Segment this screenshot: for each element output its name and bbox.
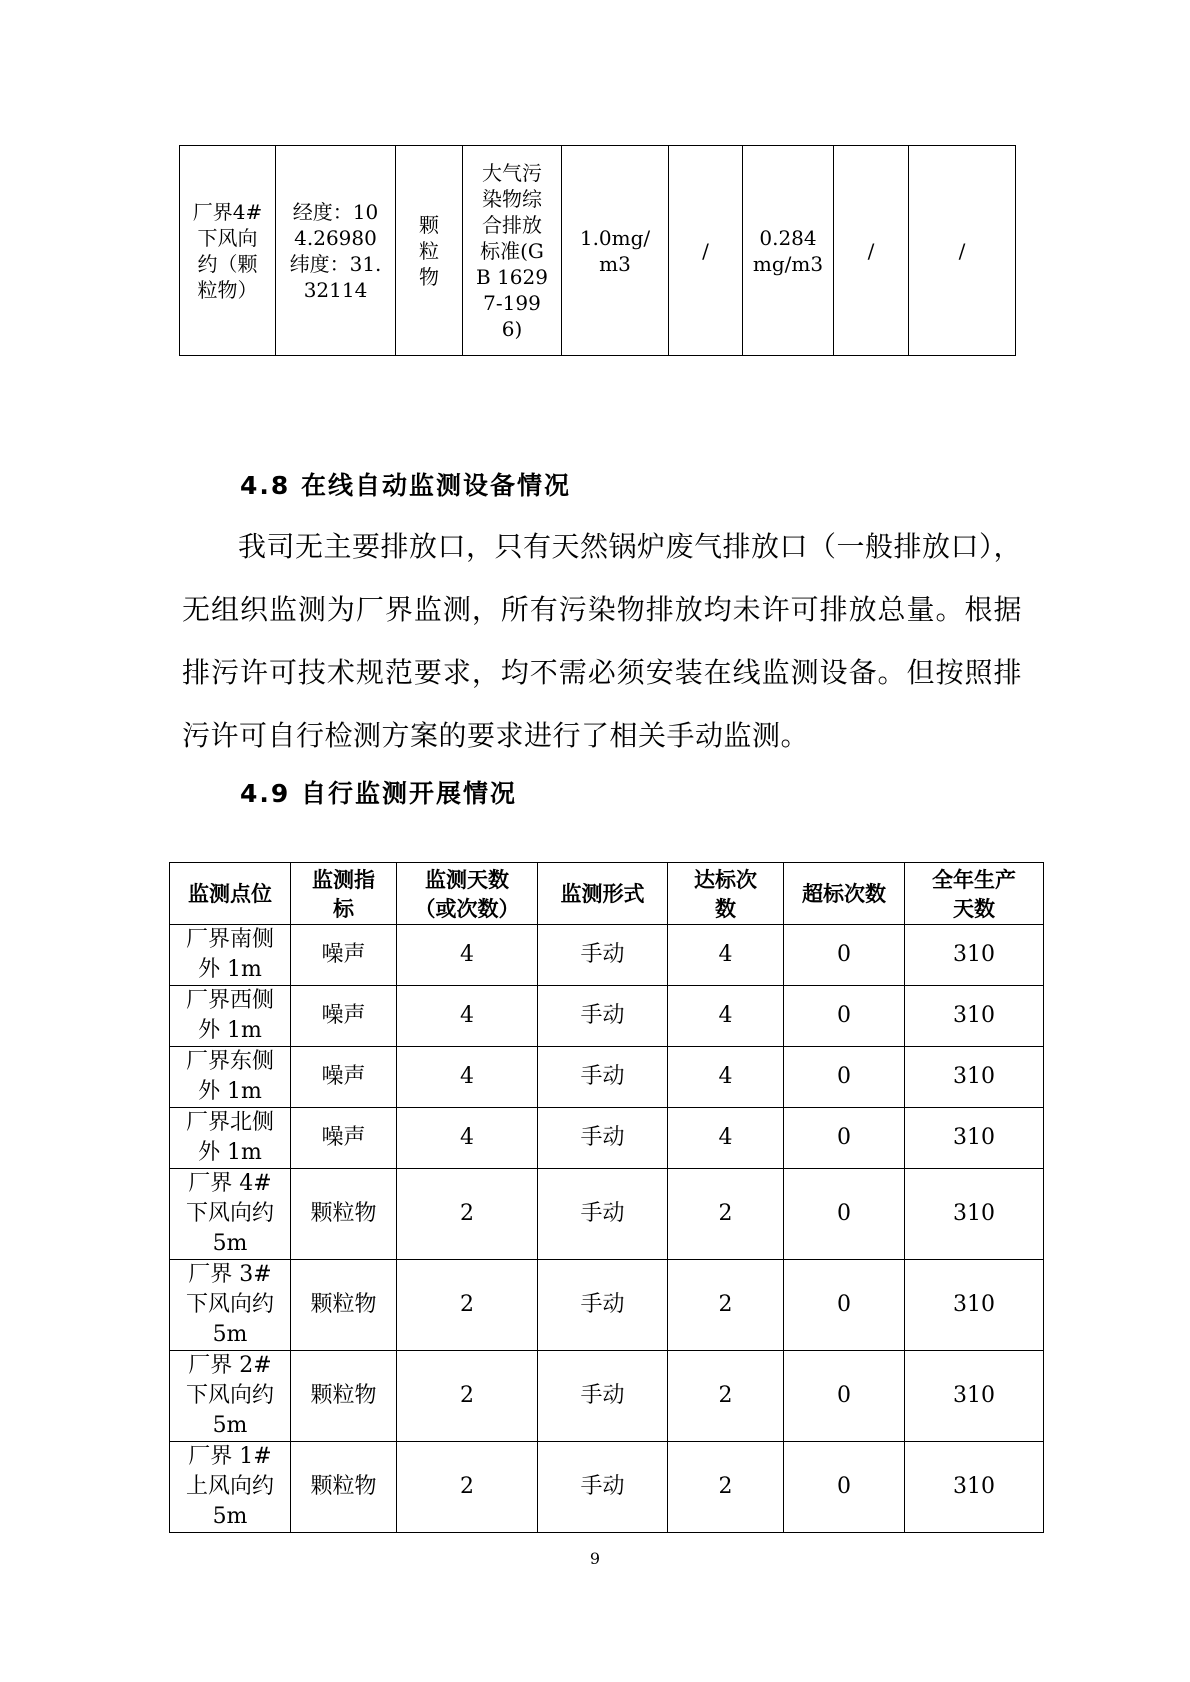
location-cell: 厂界4#下风向约（颗粒物） bbox=[180, 146, 276, 356]
indicator-cell: 颗粒物 bbox=[291, 1260, 397, 1351]
table-row bbox=[170, 986, 1044, 1047]
indicator-cell: 颗粒物 bbox=[291, 1351, 397, 1442]
standard-cell: 大气污染物综合排放标准(GB 16297-1996) bbox=[463, 146, 562, 356]
section-heading-4-9: 4.9 自行监测开展情况 bbox=[240, 779, 517, 808]
header-indicator: 监测指标 bbox=[291, 863, 397, 925]
coordinates-cell: 经度：104.26980 纬度：31.32114 bbox=[276, 146, 396, 356]
header-compliant-count: 达标次数 bbox=[668, 863, 784, 925]
days-cell: 4 bbox=[397, 986, 538, 1047]
exceed-cell: 0 bbox=[784, 1047, 905, 1108]
table-cell: / bbox=[834, 146, 909, 356]
compliant-cell: 2 bbox=[668, 1169, 784, 1260]
days-cell: 2 bbox=[397, 1169, 538, 1260]
exceed-cell: 0 bbox=[784, 925, 905, 986]
production-days-cell: 310 bbox=[905, 1442, 1044, 1533]
exceed-cell: 0 bbox=[784, 1169, 905, 1260]
indicator-cell: 噪声 bbox=[291, 1047, 397, 1108]
header-form: 监测形式 bbox=[538, 863, 668, 925]
production-days-cell: 310 bbox=[905, 1351, 1044, 1442]
location-cell: 厂界北侧外 1m bbox=[170, 1108, 291, 1169]
days-cell: 2 bbox=[397, 1351, 538, 1442]
emission-standard-table bbox=[179, 145, 1016, 356]
days-cell: 2 bbox=[397, 1442, 538, 1533]
production-days-cell: 310 bbox=[905, 1108, 1044, 1169]
location-cell: 厂界 3#下风向约 5m bbox=[170, 1260, 291, 1351]
header-production-days: 全年生产天数 bbox=[905, 863, 1044, 925]
compliant-cell: 2 bbox=[668, 1442, 784, 1533]
table-row bbox=[170, 1169, 1044, 1260]
header-exceed-count: 超标次数 bbox=[784, 863, 905, 925]
compliant-cell: 4 bbox=[668, 986, 784, 1047]
exceed-cell: 0 bbox=[784, 1260, 905, 1351]
compliant-cell: 4 bbox=[668, 1047, 784, 1108]
days-cell: 2 bbox=[397, 1260, 538, 1351]
location-cell: 厂界 1#上风向约 5m bbox=[170, 1442, 291, 1533]
compliant-cell: 4 bbox=[668, 1108, 784, 1169]
exceed-cell: 0 bbox=[784, 1442, 905, 1533]
exceed-cell: 0 bbox=[784, 986, 905, 1047]
form-cell: 手动 bbox=[538, 1169, 668, 1260]
table-row bbox=[170, 1442, 1044, 1533]
compliant-cell: 4 bbox=[668, 925, 784, 986]
pollutant-cell: 颗粒物 bbox=[396, 146, 463, 356]
form-cell: 手动 bbox=[538, 1351, 668, 1442]
production-days-cell: 310 bbox=[905, 1047, 1044, 1108]
table-row bbox=[180, 146, 1016, 356]
self-monitoring-table bbox=[169, 862, 1044, 1533]
form-cell: 手动 bbox=[538, 1047, 668, 1108]
location-cell: 厂界 4#下风向约 5m bbox=[170, 1169, 291, 1260]
indicator-cell: 颗粒物 bbox=[291, 1169, 397, 1260]
table-cell: / bbox=[669, 146, 743, 356]
days-cell: 4 bbox=[397, 1047, 538, 1108]
days-cell: 4 bbox=[397, 1108, 538, 1169]
table-row bbox=[170, 925, 1044, 986]
location-cell: 厂界西侧外 1m bbox=[170, 986, 291, 1047]
form-cell: 手动 bbox=[538, 1108, 668, 1169]
header-days: 监测天数（或次数） bbox=[397, 863, 538, 925]
compliant-cell: 2 bbox=[668, 1351, 784, 1442]
table-row bbox=[170, 1047, 1044, 1108]
limit-cell: 1.0mg/m3 bbox=[562, 146, 669, 356]
exceed-cell: 0 bbox=[784, 1351, 905, 1442]
form-cell: 手动 bbox=[538, 1442, 668, 1533]
measured-value-cell: 0.284 mg/m3 bbox=[743, 146, 834, 356]
production-days-cell: 310 bbox=[905, 986, 1044, 1047]
form-cell: 手动 bbox=[538, 986, 668, 1047]
page-number: 9 bbox=[589, 1549, 601, 1568]
indicator-cell: 噪声 bbox=[291, 1108, 397, 1169]
table-row bbox=[170, 1260, 1044, 1351]
compliant-cell: 2 bbox=[668, 1260, 784, 1351]
production-days-cell: 310 bbox=[905, 1169, 1044, 1260]
indicator-cell: 颗粒物 bbox=[291, 1442, 397, 1533]
exceed-cell: 0 bbox=[784, 1108, 905, 1169]
production-days-cell: 310 bbox=[905, 1260, 1044, 1351]
table-cell: / bbox=[909, 146, 1016, 356]
location-cell: 厂界东侧外 1m bbox=[170, 1047, 291, 1108]
header-location: 监测点位 bbox=[170, 863, 291, 925]
location-cell: 厂界南侧外 1m bbox=[170, 925, 291, 986]
section-heading-4-8: 4.8 在线自动监测设备情况 bbox=[240, 471, 571, 500]
days-cell: 4 bbox=[397, 925, 538, 986]
indicator-cell: 噪声 bbox=[291, 925, 397, 986]
table-row bbox=[170, 1108, 1044, 1169]
indicator-cell: 噪声 bbox=[291, 986, 397, 1047]
form-cell: 手动 bbox=[538, 1260, 668, 1351]
section-4-8-paragraph: 我司无主要排放口，只有天然锅炉废气排放口（一般排放口），无组织监测为厂界监测，所有污染物排放均未许可排放总量。根据排污许可技术规范要求，均不需必须安装在线监测设备。但按照排污许可自行检测方案的要求进行了相关手动监测。 bbox=[182, 530, 1023, 752]
table-header-row bbox=[170, 863, 1044, 925]
form-cell: 手动 bbox=[538, 925, 668, 986]
production-days-cell: 310 bbox=[905, 925, 1044, 986]
table-row bbox=[170, 1351, 1044, 1442]
location-cell: 厂界 2#下风向约 5m bbox=[170, 1351, 291, 1442]
